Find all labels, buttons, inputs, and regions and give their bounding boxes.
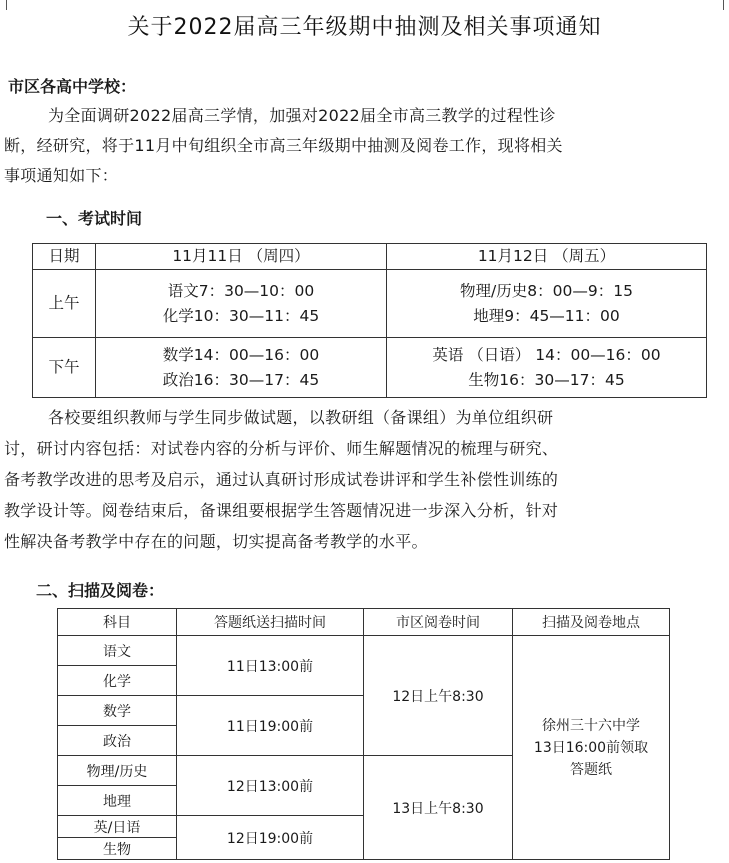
scan-time-cell: 11日19:00前 xyxy=(177,696,364,756)
schedule-cell xyxy=(387,270,707,338)
location-line: 徐州三十六中学 xyxy=(542,717,640,734)
review-time-cell: 12日上午8:30 xyxy=(364,636,513,756)
schedule-item: 英语 （日语） 14：00—16：00 xyxy=(432,345,661,364)
scan-review-table xyxy=(57,608,670,860)
scan-time-cell: 12日13:00前 xyxy=(177,756,364,816)
schedule-item: 数学14：00—16：00 xyxy=(162,345,320,364)
subject-cell: 化学 xyxy=(58,666,177,696)
table-header-cell: 11月12日 （周五） xyxy=(387,244,707,270)
intro-line: 断，经研究，将于11月中旬组织全市高三年级期中抽测及阅卷工作，现将相关 xyxy=(4,136,563,155)
location-cell xyxy=(513,636,670,860)
schedule-cell xyxy=(387,338,707,398)
section1-heading: 一、考试时间 xyxy=(46,209,143,228)
document-title: 关于2022届高三年级期中抽测及相关事项通知 xyxy=(127,15,602,40)
middle-line: 教学设计等。阅卷结束后，备课组要根据学生答题情况进一步深入分析，针对 xyxy=(4,501,559,520)
corner-mark-left xyxy=(6,0,7,10)
table-header-cell: 扫描及阅卷地点 xyxy=(513,609,670,636)
table-header-cell: 市区阅卷时间 xyxy=(364,609,513,636)
corner-mark-right xyxy=(723,0,724,10)
middle-line: 性解决备考教学中存在的问题，切实提高备考教学的水平。 xyxy=(4,532,428,551)
period-cell: 下午 xyxy=(33,338,96,398)
intro-paragraph xyxy=(4,101,722,191)
subject-cell: 地理 xyxy=(58,786,177,816)
schedule-item: 政治16：30—17：45 xyxy=(162,370,320,389)
period-cell: 上午 xyxy=(33,270,96,338)
review-time-cell: 13日上午8:30 xyxy=(364,756,513,860)
table-header-cell: 日期 xyxy=(33,244,96,270)
scan-time-cell: 11日13:00前 xyxy=(177,636,364,696)
schedule-item: 生物16：30—17：45 xyxy=(468,370,625,389)
schedule-item: 物理/历史8：00—9：15 xyxy=(460,281,633,300)
table-header-cell: 答题纸送扫描时间 xyxy=(177,609,364,636)
schedule-item: 语文7：30—10：00 xyxy=(167,281,315,300)
intro-line: 为全面调研2022届高三学情，加强对2022届全市高三教学的过程性诊 xyxy=(48,106,556,125)
middle-line: 各校要组织教师与学生同步做试题，以教研组（备课组）为单位组织研 xyxy=(48,408,554,427)
recipient-line: 市区各高中学校： xyxy=(8,77,137,96)
middle-line: 讨，研讨内容包括：对试卷内容的分析与评价、师生解题情况的梳理与研究、 xyxy=(4,439,559,458)
table-header-cell: 11月11日 （周四） xyxy=(96,244,387,270)
subject-cell: 政治 xyxy=(58,726,177,756)
schedule-cell xyxy=(96,270,387,338)
exam-schedule-table xyxy=(32,243,707,398)
scan-time-cell: 12日19:00前 xyxy=(177,816,364,860)
subject-cell: 数学 xyxy=(58,696,177,726)
schedule-item: 化学10：30—11：45 xyxy=(162,306,320,325)
middle-line: 备考教学改进的思考及启示，通过认真研讨形成试卷讲评和学生补偿性训练的 xyxy=(4,470,559,489)
schedule-item: 地理9：45—11：00 xyxy=(473,306,620,325)
middle-paragraph xyxy=(4,402,722,557)
section2-heading: 二、扫描及阅卷： xyxy=(36,581,165,600)
subject-cell: 生物 xyxy=(58,838,177,860)
table-header-cell: 科目 xyxy=(58,609,177,636)
location-line: 13日16:00前领取 xyxy=(533,739,649,756)
schedule-cell xyxy=(96,338,387,398)
subject-cell: 语文 xyxy=(58,636,177,666)
intro-line: 事项通知如下： xyxy=(4,166,119,185)
location-line: 答题纸 xyxy=(570,761,612,778)
subject-cell: 英/日语 xyxy=(58,816,177,838)
subject-cell: 物理/历史 xyxy=(58,756,177,786)
